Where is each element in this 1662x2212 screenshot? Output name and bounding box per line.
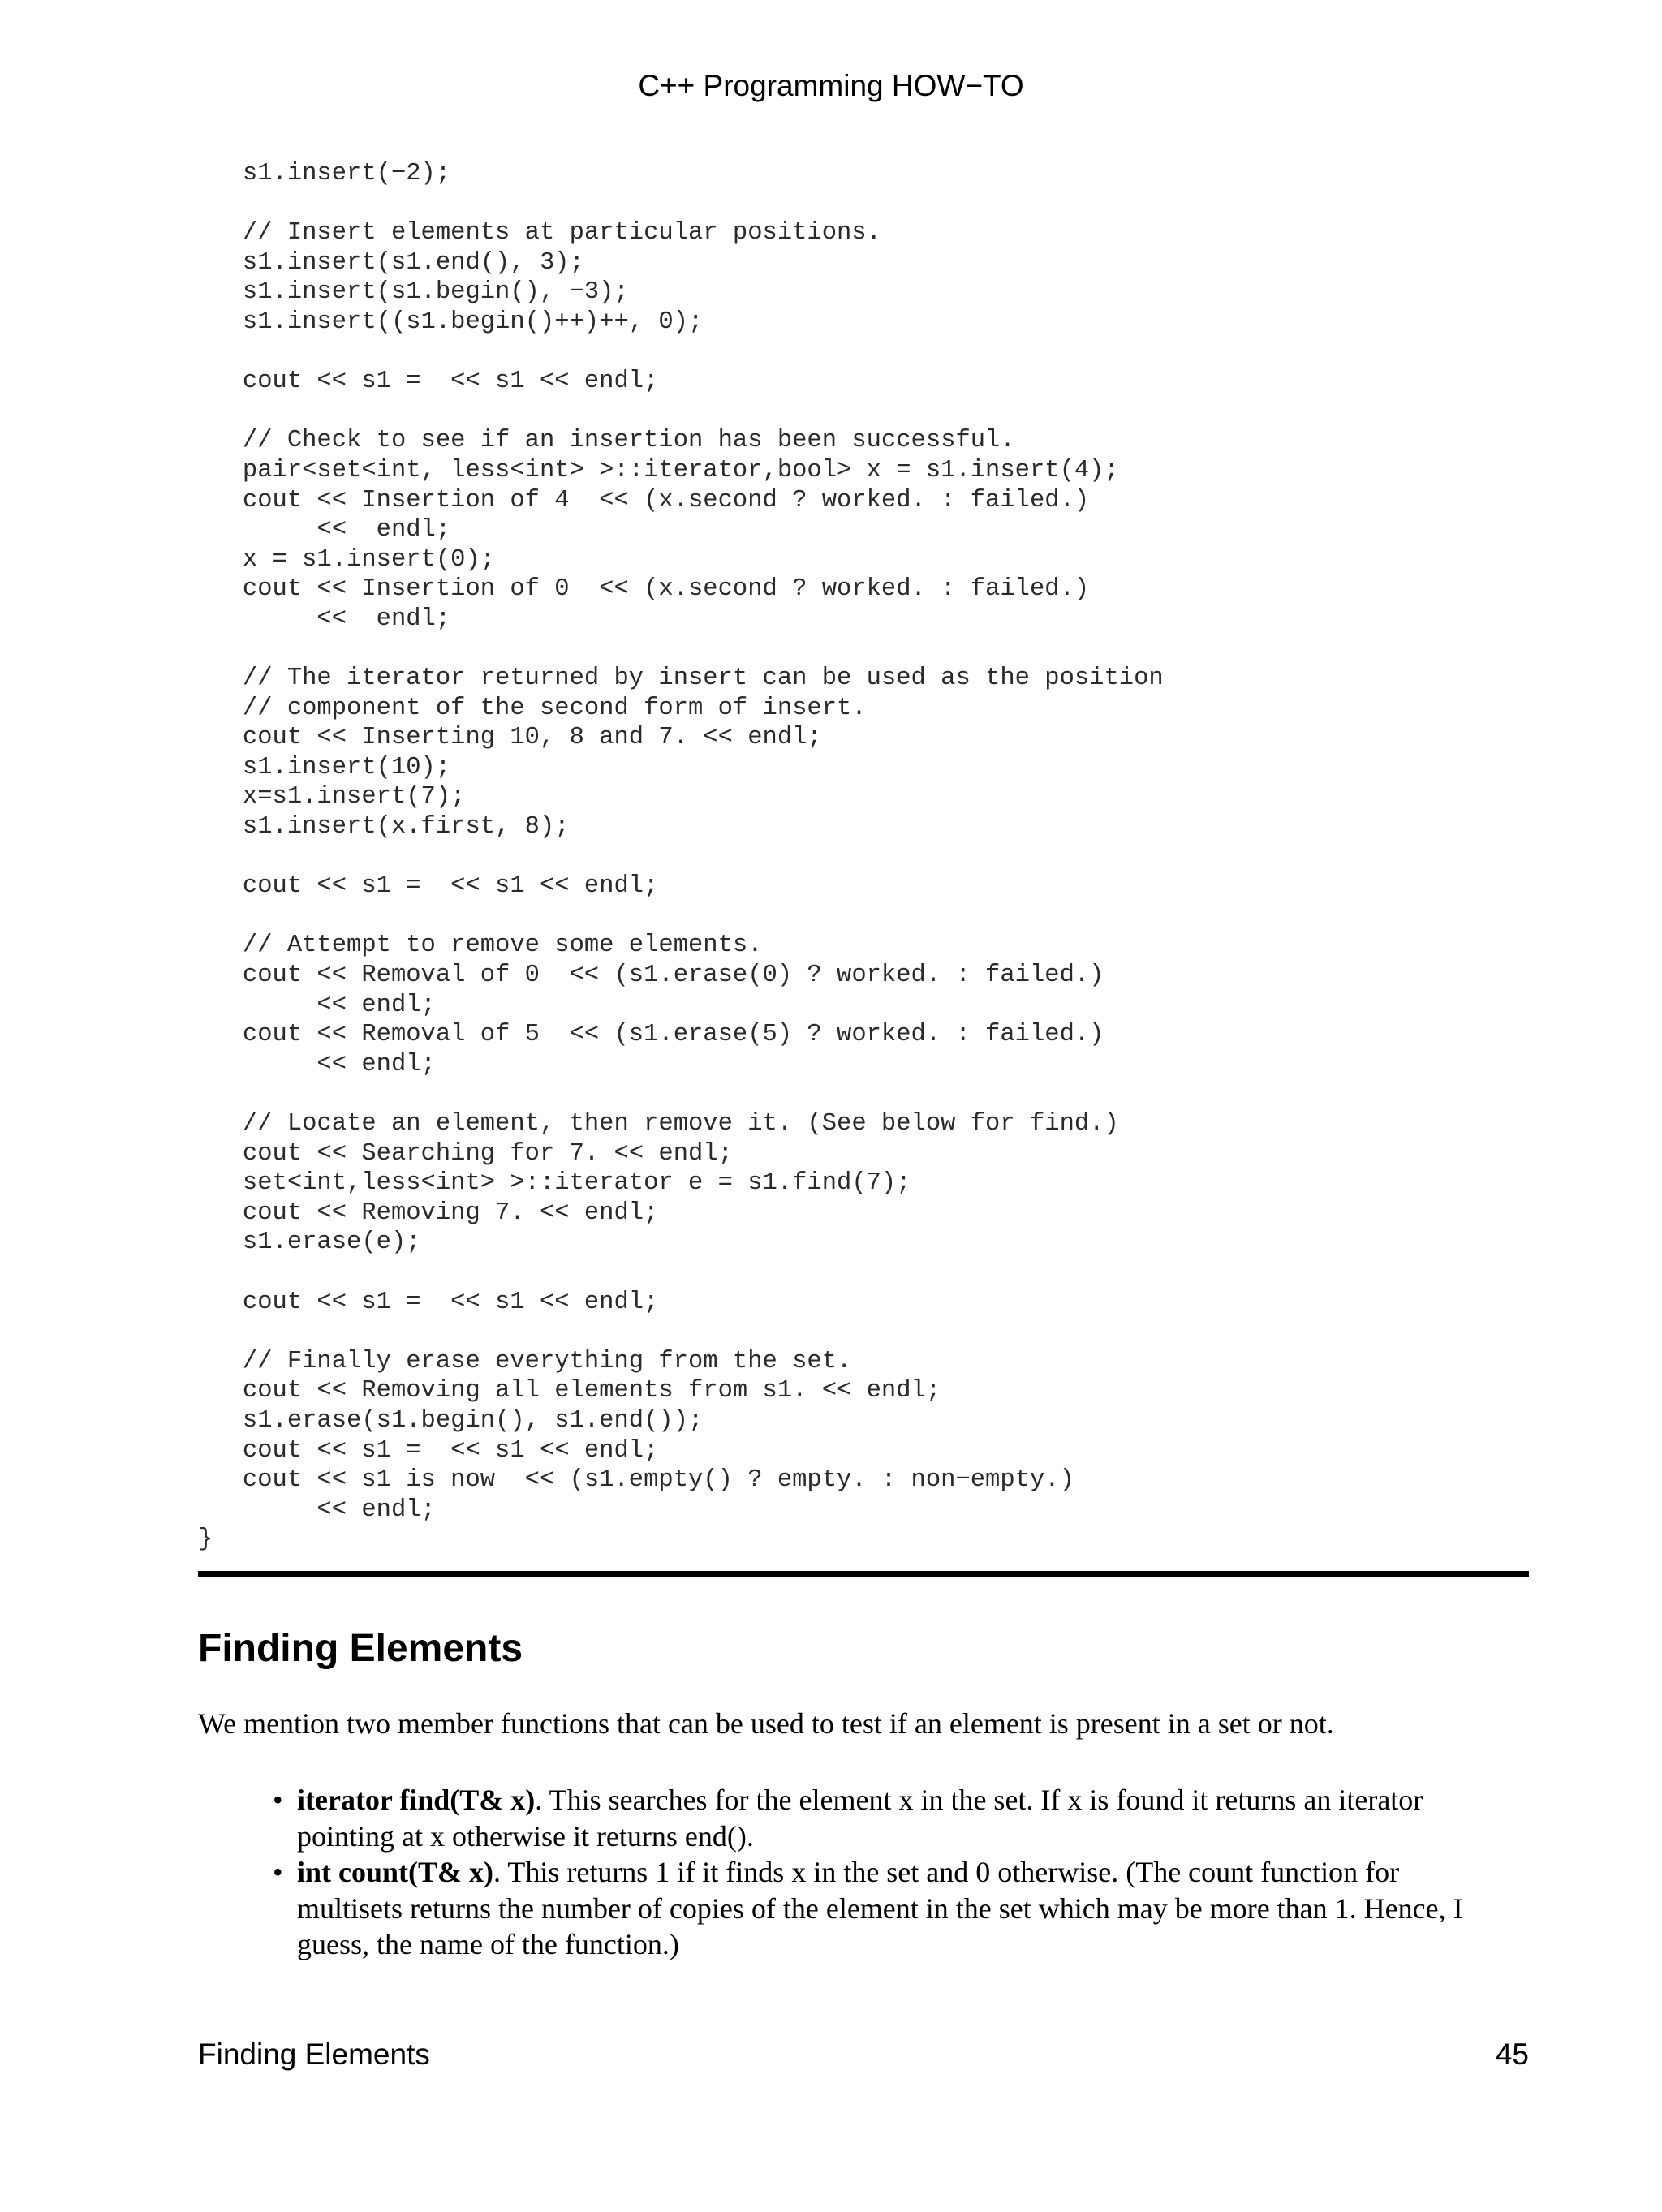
code-line: pair<set<int, less<int> >::iterator,bool> x = s1.insert(4); — [198, 456, 1119, 484]
function-description: . This searches for the element x in the set. If x is found it returns an iterator pointing at x otherwise it returns end(). — [297, 1784, 1423, 1853]
code-line: set<int,less<int> >::iterator e = s1.find(7); — [198, 1169, 911, 1198]
code-line: << endl; — [198, 605, 451, 633]
code-line: } — [198, 1526, 213, 1554]
code-line: s1.insert(x.first, 8); — [198, 813, 570, 841]
running-header-title: C++ Programming HOW−TO — [638, 69, 1024, 102]
member-function-list — [273, 1782, 1506, 1963]
code-line: s1.erase(e); — [198, 1229, 421, 1257]
code-line — [198, 1258, 1164, 1288]
code-line: cout << s1 = << s1 << endl; — [198, 368, 659, 396]
code-line: // The iterator returned by insert can be used as the position — [198, 665, 1164, 693]
code-line: s1.insert(10); — [198, 753, 451, 781]
code-line — [198, 189, 1164, 219]
code-line — [198, 1079, 1164, 1109]
code-line: cout << s1 = << s1 << endl; — [198, 1288, 659, 1316]
code-line: cout << Removal of 0 << (s1.erase(0) ? worked. : failed.) — [198, 962, 1104, 990]
section-intro-paragraph: We mention two member functions that can be used to test if an element is present in a set or not. — [198, 1707, 1334, 1740]
code-line — [198, 338, 1164, 368]
code-line — [198, 902, 1164, 932]
code-line: << endl; — [198, 991, 436, 1019]
code-line: // Check to see if an insertion has been successful. — [198, 427, 1015, 455]
code-line: cout << s1 = << s1 << endl; — [198, 872, 659, 901]
code-line: s1.insert(−2); — [198, 160, 451, 187]
code-line: x=s1.insert(7); — [198, 783, 466, 811]
code-line: << endl; — [198, 1050, 436, 1078]
bullet-icon: • — [273, 1856, 283, 1888]
section-heading: Finding Elements — [198, 1627, 523, 1670]
list-item — [273, 1854, 1506, 1963]
code-line: s1.insert(s1.end(), 3); — [198, 248, 584, 277]
function-signature: iterator find(T& x) — [297, 1784, 536, 1816]
code-line: x = s1.insert(0); — [198, 545, 496, 574]
code-line: cout << Insertion of 0 << (x.second ? worked. : failed.) — [198, 575, 1090, 604]
function-description: . This returns 1 if it finds x in the set and 0 otherwise. (The count function for multisets returns the number of copies of the element in the set which may be more than 1. Hence, I guess, the name of the function.) — [297, 1856, 1463, 1960]
code-line: s1.erase(s1.begin(), s1.end()); — [198, 1406, 704, 1435]
code-line — [198, 842, 1164, 872]
code-line: // Insert elements at particular positions. — [198, 219, 881, 247]
code-line: cout << Removing 7. << endl; — [198, 1199, 659, 1227]
code-line: // Locate an element, then remove it. (See below for find.) — [198, 1110, 1119, 1138]
section-divider — [198, 1571, 1529, 1577]
code-line — [198, 635, 1164, 665]
footer-section-name: Finding Elements — [198, 2038, 430, 2071]
code-line — [198, 397, 1164, 427]
code-line: cout << Searching for 7. << endl; — [198, 1139, 733, 1168]
code-line: cout << Insertion of 4 << (x.second ? worked. : failed.) — [198, 486, 1090, 514]
code-line: s1.insert(s1.begin(), −3); — [198, 278, 629, 307]
code-line: cout << s1 = << s1 << endl; — [198, 1436, 659, 1465]
code-line: // Finally erase everything from the set. — [198, 1347, 852, 1375]
code-line: << endl; — [198, 516, 451, 544]
function-signature: int count(T& x) — [297, 1856, 493, 1888]
code-line: cout << Removing all elements from s1. << endl; — [198, 1377, 941, 1405]
code-line: s1.insert((s1.begin()++)++, 0); — [198, 308, 704, 336]
code-line: // Attempt to remove some elements. — [198, 932, 763, 960]
list-item — [273, 1782, 1506, 1854]
code-listing — [198, 159, 1164, 1555]
code-line: cout << Inserting 10, 8 and 7. << endl; — [198, 724, 822, 752]
code-line — [198, 1317, 1164, 1347]
code-line: // component of the second form of insert. — [198, 694, 867, 722]
code-line: cout << s1 is now << (s1.empty() ? empty. : non−empty.) — [198, 1466, 1074, 1495]
footer-page-number: 45 — [1495, 2038, 1529, 2071]
code-line: << endl; — [198, 1495, 436, 1524]
bullet-icon: • — [273, 1784, 283, 1816]
code-line: cout << Removal of 5 << (s1.erase(5) ? worked. : failed.) — [198, 1021, 1104, 1049]
